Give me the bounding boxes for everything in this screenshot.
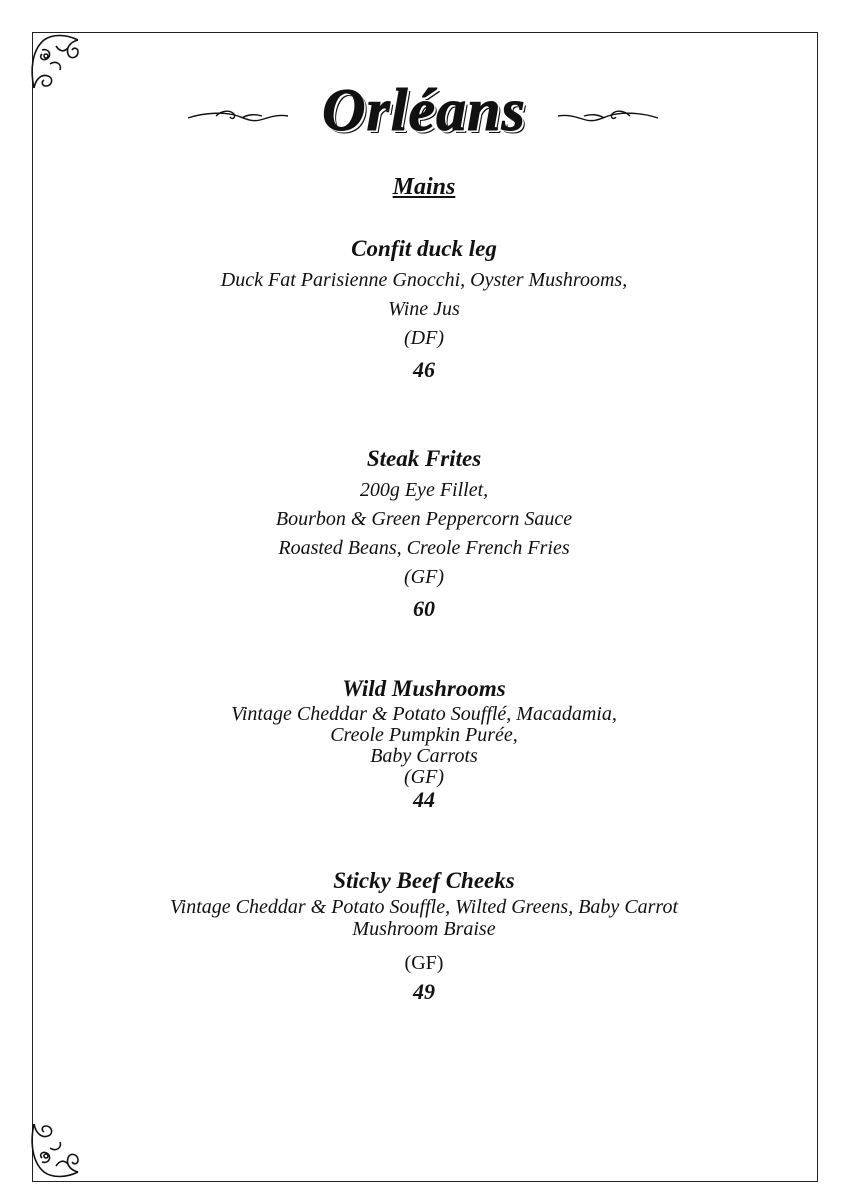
item-name: Wild Mushrooms (342, 676, 506, 701)
item-description-line: Duck Fat Parisienne Gnocchi, Oyster Mushrooms, (220, 269, 628, 291)
item-description-line: Roasted Beans, Creole French Fries (278, 537, 570, 559)
item-dietary-tag: (GF) (404, 566, 444, 588)
item-name: Steak Frites (366, 446, 482, 471)
restaurant-name: Orléans (322, 77, 526, 143)
item-description-line: Wine Jus (388, 298, 460, 320)
item-dietary-tag: (GF) (404, 766, 444, 788)
flourish-line-icon (556, 104, 660, 128)
item-name: Confit duck leg (351, 236, 497, 261)
item-price: 44 (413, 787, 435, 812)
flourish-line-icon (186, 104, 290, 128)
item-price: 49 (413, 979, 435, 1004)
item-description-line: Creole Pumpkin Purée, (330, 724, 518, 746)
item-dietary-tag: (DF) (404, 327, 444, 349)
item-description-line: Baby Carrots (370, 745, 478, 767)
item-description-line: Vintage Cheddar & Potato Souffle, Wilted Greens, Baby Carrot (169, 896, 679, 918)
brand-header (0, 70, 848, 150)
menu-item (0, 674, 848, 812)
item-description-line: Vintage Cheddar & Potato Soufflé, Macadamia, (231, 703, 617, 725)
item-price: 60 (413, 596, 435, 621)
item-dietary-tag: (GF) (404, 952, 444, 974)
menu-item (0, 232, 848, 387)
menu-item (0, 866, 848, 1008)
item-description-line: 200g Eye Fillet, (359, 479, 489, 501)
ornamental-scroll-icon (26, 1118, 90, 1182)
section-title: Mains (392, 174, 456, 200)
item-description-line: Bourbon & Green Peppercorn Sauce (275, 508, 573, 530)
item-price: 46 (413, 357, 435, 382)
item-description-line: Mushroom Braise (352, 918, 496, 940)
item-name: Sticky Beef Cheeks (333, 868, 515, 893)
menu-item (0, 442, 848, 626)
